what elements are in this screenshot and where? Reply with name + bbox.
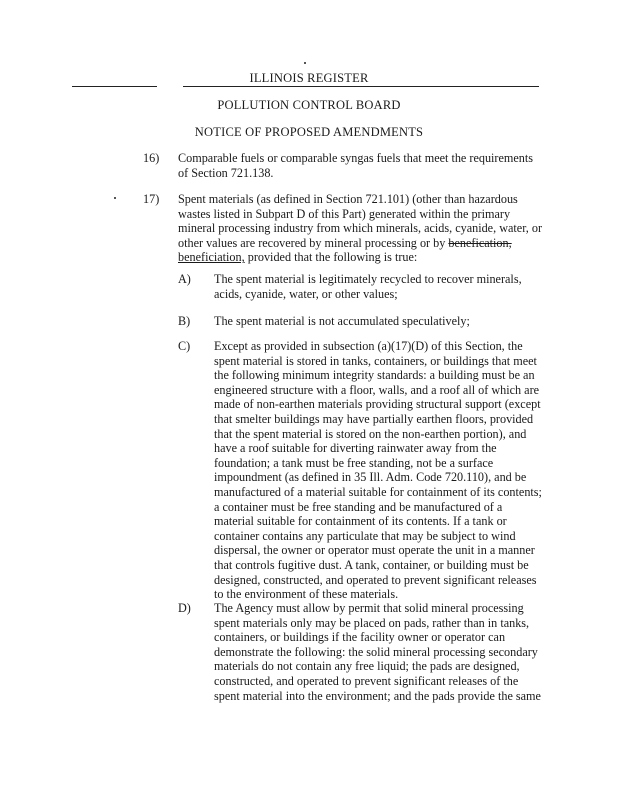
item-16-number: 16) [143,151,160,165]
item-17-number: 17) [143,192,160,206]
subitem-b-text: The spent material is not accumulated speculatively; [214,314,470,328]
subitem-c-text: Except as provided in subsection (a)(17)(D) of this Section, the spent material is stored in tanks, containers, or buildings that meet the following minimum integrity standards: a building must be an engineered structure with a floor, walls, and a roof all of which are made of non-earthen materials providing structural support (except that smelter buildings may have partially earthen floors, provided that the spent material is stored on the non-earthen portion), and have a roof suitable for diverting rainwater away from the foundation; a tank must be free standing, not be a surface impoundment (as defined in 35 Ill. Adm. Code 720.110), and be manufactured of a material suitable for containment of its contents; a container must be free standing and be manufactured of a material suitable for containment of its contents. If a tank or container contains any particulate that may be subject to wind dispersal, the owner or operator must operate the unit in a manner that controls fugitive dust. A tank, container, or building must be designed, constructed, and operated to prevent significant releases to the environment of these materials. [214,339,542,602]
scan-mark [304,62,306,64]
header-rule-gap [157,84,183,88]
inserted-text: beneficiation, [178,250,245,265]
item-17-text-after: provided that the following is true: [244,250,418,265]
deleted-text: benefication, [448,235,512,250]
register-title: ILLINOIS REGISTER [249,71,369,85]
subitem-a-letter: A) [178,272,191,286]
item-17-text [178,192,544,265]
subitem-d-letter: D) [178,601,191,615]
subitem-b-letter: B) [178,314,191,328]
subitem-c-letter: C) [178,339,191,353]
item-17-text-before: Spent materials (as defined in Section 721.101) (other than hazardous wastes listed in Subpart D of this Part) generated within the primary mineral processing industry from which minerals, acids, cyanide, water, or other values are recovered by mineral processing or by [178,192,543,250]
subitem-d-text: The Agency must allow by permit that solid mineral processing spent materials only may be placed on pads, rather than in tanks, containers, or buildings if the facility owner or operator can demonstrate the following: the solid mineral processing secondary materials do not contain any free liquid; the pads are designed, constructed, and operated to prevent significant releases of the spent material into the environment; and the pads provide the same [214,601,541,703]
item-16-text: Comparable fuels or comparable syngas fuels that meet the requirements of Section 721.138. [178,151,534,180]
subitem-a-text: The spent material is legitimately recycled to recover minerals, acids, cyanide, water, or other values; [214,272,522,301]
notice-title: NOTICE OF PROPOSED AMENDMENTS [194,125,424,139]
board-title: POLLUTION CONTROL BOARD [217,98,401,112]
header-rule [72,86,539,87]
scan-mark-2 [114,197,116,199]
